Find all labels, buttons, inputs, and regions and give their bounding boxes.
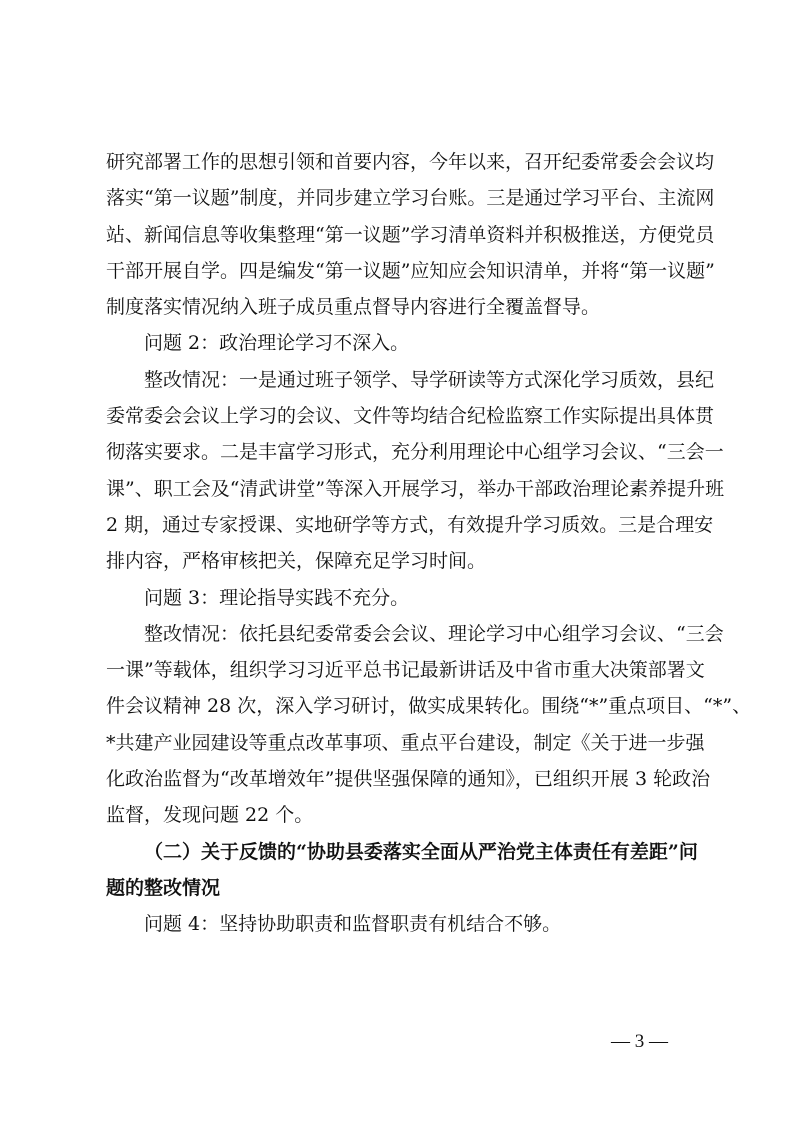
body-line-5: 制度落实情况纳入班子成员重点督导内容进行全覆盖督导。: [106, 296, 601, 319]
body-line-4: 干部开展自学。四是编发“第一议题”应知应会知识清单，并将“第一议题”: [106, 259, 715, 282]
rectification-3-line-1: 整改情况：依托县纪委常委会会议、理论学习中心组学习会议、“三会: [144, 622, 724, 645]
rectification-2-line-4: 课”、职工会及“清武讲堂”等深入开展学习，举办干部政治理论素养提升班: [106, 477, 725, 500]
issue-2-heading: 问题 2：政治理论学习不深入。: [144, 332, 410, 355]
page-number: — 3 —: [611, 1031, 668, 1052]
issue-3-heading: 问题 3：理论指导实践不充分。: [144, 586, 410, 609]
rectification-3-line-5: 化政治监督为“改革增效年”提供坚强保障的通知》，已组织开展 3 轮政治: [106, 768, 711, 791]
rectification-3-line-4: *共建产业园建设等重点改革事项、重点平台建设，制定《关于进一步强: [106, 731, 705, 754]
section-heading-line-2: 题的整改情况: [106, 876, 221, 899]
document-body: [106, 144, 752, 943]
issue-4-heading: 问题 4：坚持协助职责和监督职责有机结合不够。: [144, 913, 562, 936]
body-line-3: 站、新闻信息等收集整理“第一议题”学习清单资料并积极推送，方便党员: [106, 223, 715, 246]
body-line-2: 落实“第一议题”制度，并同步建立学习台账。三是通过学习平台、主流网: [106, 187, 715, 210]
rectification-3-line-6: 监督，发现问题 22 个。: [106, 804, 314, 827]
rectification-2-line-5: 2 期，通过专家授课、实地研学等方式，有效提升学习质效。三是合理安: [106, 513, 714, 536]
body-line-1: 研究部署工作的思想引领和首要内容，今年以来，召开纪委常委会会议均: [106, 151, 715, 173]
rectification-3-line-3: 件会议精神 28 次，深入学习研讨，做实成果转化。围绕“*”重点项目、“*”、: [106, 695, 752, 718]
section-heading-line-1: （二）关于反馈的“协助县委落实全面从严治党主体责任有差距”问: [144, 840, 698, 863]
rectification-2-line-3: 彻落实要求。二是丰富学习形式，充分利用理论中心组学习会议、“三会一: [106, 441, 724, 464]
rectification-2-line-6: 排内容，严格审核把关，保障充足学习时间。: [106, 550, 487, 573]
rectification-2-line-1: 整改情况：一是通过班子领学、导学研读等方式深化学习质效，县纪: [144, 368, 715, 391]
rectification-3-line-2: 一课”等载体，组织学习习近平总书记最新讲话及中省市重大决策部署文: [106, 659, 705, 682]
rectification-2-line-2: 委常委会会议上学习的会议、文件等均结合纪检监察工作实际提出具体贯: [106, 405, 715, 428]
